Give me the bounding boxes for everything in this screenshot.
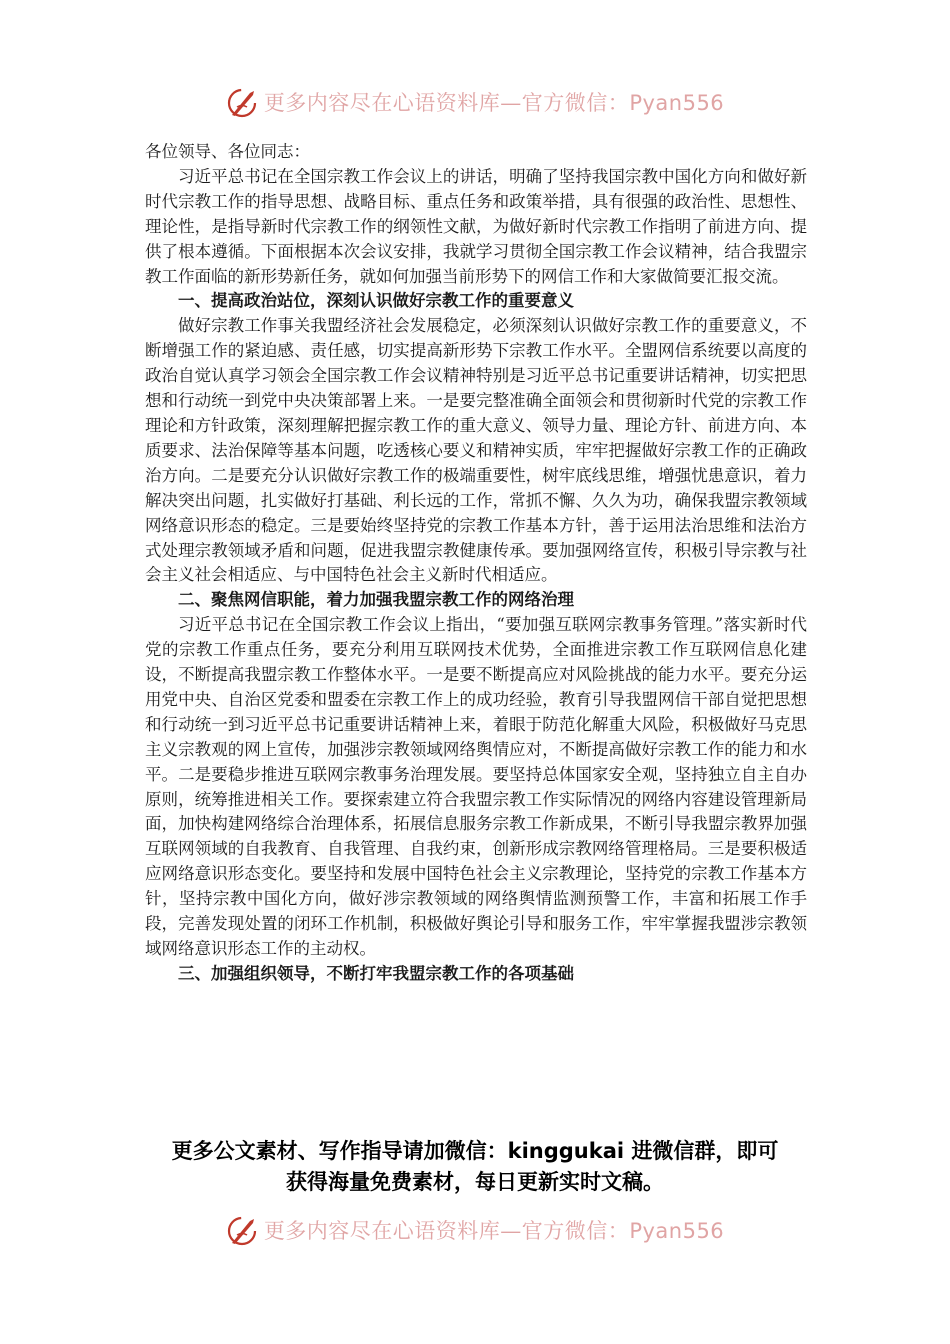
intro-paragraph: 习近平总书记在全国宗教工作会议上的讲话，明确了坚持我国宗教中国化方向和做好新时代宗教工作的指导思想、战略目标、重点任务和政策举措，具有很强的政治性、思想性、理论性，是指导新时代宗教工作的纲领性文献，为做好新时代宗教工作指明了前进方向、提供了根本遵循。下面根据本次会议安排，我就学习贯彻全国宗教工作会议精神，结合我盟宗教工作面临的新形势新任务，就如何加强当前形势下的网信工作和大家做简要汇报交流。 — [145, 166, 807, 286]
promo-line-2: 获得海量免费素材，每日更新实时文稿。 — [286, 1170, 664, 1194]
section-2-paragraph: 习近平总书记在全国宗教工作会议上指出，“要加强互联网宗教事务管理。”落实新时代党的宗教工作重点任务，要充分利用互联网技术优势，全面推进宗教工作互联网信息化建设，不断提高我盟宗教工作整体水平。一是要不断提高应对风险挑战的能力水平。要充分运用党中央、自治区党委和盟委在宗教工作上的成功经验，教育引导我盟网信干部自觉把思想和行动统一到习近平总书记重要讲话精神上来，着眼于防范化解重大风险，积极做好马克思主义宗教观的网上宣传，加强涉宗教领域网络舆情应对，不断提高做好宗教工作的能力和水平。二是要稳步推进互联网宗教事务治理发展。要坚持总体国家安全观，坚持独立自主自办原则，统筹推进相关工作。要探索建立符合我盟宗教工作实际情况的网络内容建设管理新局面，加快构建网络综合治理体系，拓展信息服务宗教工作新成果，不断引导我盟宗教界加强互联网领域的自我教育、自我管理、自我约束，创新形成宗教网络管理格局。三是要积极适应网络意识形态变化。要坚持和发展中国特色社会主义宗教理论，坚持党的宗教工作基本方针，坚持宗教中国化方向，做好涉宗教领域的网络舆情监测预警工作，丰富和拓展工作手段，完善发现处置的闭环工作机制，积极做好舆论引导和服务工作，牢牢掌握我盟涉宗教领域网络意识形态工作的主动权。 — [145, 615, 807, 958]
section-3-heading: 三、加强组织领导，不断打牢我盟宗教工作的各项基础 — [178, 963, 574, 983]
pen-brush-logo-icon — [226, 1213, 260, 1247]
header-watermark — [0, 82, 950, 122]
footer-watermark — [0, 1210, 950, 1250]
watermark-text: 更多内容尽在心语资料库—官方微信：Pyan556 — [263, 91, 725, 115]
document-body — [145, 140, 807, 987]
salutation: 各位领导、各位同志： — [145, 142, 310, 161]
promo-line-1: 更多公文素材、写作指导请加微信：kinggukai 进微信群，即可 — [171, 1139, 779, 1163]
promo-banner — [0, 1136, 950, 1198]
watermark-text: 更多内容尽在心语资料库—官方微信：Pyan556 — [263, 1219, 725, 1243]
pen-brush-logo-icon — [226, 85, 260, 119]
section-1-heading: 一、提高政治站位，深刻认识做好宗教工作的重要意义 — [178, 291, 574, 311]
section-2-heading: 二、聚焦网信职能，着力加强我盟宗教工作的网络治理 — [178, 590, 574, 610]
section-1-paragraph: 做好宗教工作事关我盟经济社会发展稳定，必须深刻认识做好宗教工作的重要意义，不断增强工作的紧迫感、责任感，切实提高新形势下宗教工作水平。全盟网信系统要以高度的政治自觉认真学习领会全国宗教工作会议精神特别是习近平总书记重要讲话精神，切实把思想和行动统一到党中央决策部署上来。一是要完整准确全面领会和贯彻新时代党的宗教工作理论和方针政策，深刻理解把握宗教工作的重大意义、领导力量、理论方针、前进方向、本质要求、法治保障等基本问题，吃透核心要义和精神实质，牢牢把握做好宗教工作的正确政治方向。二是要充分认识做好宗教工作的极端重要性，树牢底线思维，增强忧患意识，着力解决突出问题，扎实做好打基础、利长远的工作，常抓不懈、久久为功，确保我盟宗教领域网络意识形态的稳定。三是要始终坚持党的宗教工作基本方针，善于运用法治思维和法治方式处理宗教领域矛盾和问题，促进我盟宗教健康传承。要加强网络宣传，积极引导宗教与社会主义社会相适应、与中国特色社会主义新时代相适应。 — [145, 316, 807, 585]
